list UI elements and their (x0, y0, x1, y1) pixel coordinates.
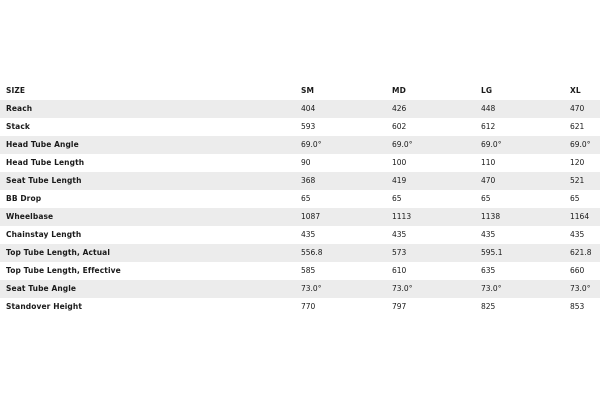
table-cell: 602 (392, 122, 407, 131)
table-cell: 73.0° (570, 284, 591, 293)
table-cell: 635 (481, 266, 496, 275)
row-label: Head Tube Length (6, 158, 85, 167)
table-row (0, 154, 600, 172)
table-cell: 770 (301, 302, 316, 311)
table-cell: 1138 (481, 212, 501, 221)
table-cell: 612 (481, 122, 496, 131)
table-cell: 621.8 (570, 248, 592, 257)
table-cell: 595.1 (481, 248, 503, 257)
row-label: Seat Tube Angle (6, 284, 77, 293)
table-row (0, 118, 600, 136)
table-cell: 610 (392, 266, 407, 275)
row-label: Seat Tube Length (6, 176, 82, 185)
table-cell: 1087 (301, 212, 321, 221)
table-cell: 660 (570, 266, 585, 275)
table-row (0, 100, 600, 118)
row-label: Reach (6, 104, 33, 113)
table-cell: 419 (392, 176, 407, 185)
table-cell: 825 (481, 302, 496, 311)
table-cell: 448 (481, 104, 496, 113)
table-cell: 73.0° (481, 284, 502, 293)
table-cell: 573 (392, 248, 407, 257)
table-cell: 470 (481, 176, 496, 185)
row-label: Standover Height (6, 302, 83, 311)
table-cell: 435 (570, 230, 585, 239)
table-cell: 435 (301, 230, 316, 239)
table-row (0, 298, 600, 316)
table-cell: 470 (570, 104, 585, 113)
table-cell: 1164 (570, 212, 590, 221)
table-cell: 521 (570, 176, 585, 185)
table-cell: 556.8 (301, 248, 323, 257)
table-row (0, 172, 600, 190)
column-header-lg: LG (481, 86, 493, 95)
table-row (0, 280, 600, 298)
table-cell: 69.0° (301, 140, 322, 149)
row-label: Head Tube Angle (6, 140, 79, 149)
row-label: Chainstay Length (6, 230, 82, 239)
geometry-table (0, 82, 600, 316)
table-cell: 120 (570, 158, 585, 167)
table-row (0, 136, 600, 154)
table-cell: 69.0° (481, 140, 502, 149)
column-header-size: SIZE (6, 86, 26, 95)
table-row (0, 190, 600, 208)
table-cell: 65 (392, 194, 402, 203)
table-row (0, 208, 600, 226)
table-cell: 797 (392, 302, 407, 311)
table-cell: 426 (392, 104, 407, 113)
table-cell: 73.0° (392, 284, 413, 293)
table-cell: 65 (481, 194, 491, 203)
table-row (0, 244, 600, 262)
table-cell: 435 (392, 230, 407, 239)
table-cell: 435 (481, 230, 496, 239)
table-cell: 65 (301, 194, 311, 203)
table-row (0, 226, 600, 244)
table-cell: 110 (481, 158, 496, 167)
column-header-md: MD (392, 86, 406, 95)
table-cell: 368 (301, 176, 316, 185)
table-cell: 90 (301, 158, 311, 167)
table-cell: 621 (570, 122, 585, 131)
row-label: Stack (6, 122, 30, 131)
table-cell: 69.0° (392, 140, 413, 149)
table-row (0, 262, 600, 280)
table-cell: 593 (301, 122, 316, 131)
row-label: Top Tube Length, Actual (6, 248, 111, 257)
row-label: Wheelbase (6, 212, 54, 221)
table-cell: 100 (392, 158, 407, 167)
table-cell: 853 (570, 302, 585, 311)
column-header-sm: SM (301, 86, 315, 95)
table-cell: 73.0° (301, 284, 322, 293)
table-cell: 69.0° (570, 140, 591, 149)
table-cell: 585 (301, 266, 316, 275)
row-label: BB Drop (6, 194, 42, 203)
table-cell: 404 (301, 104, 316, 113)
table-cell: 1113 (392, 212, 412, 221)
column-header-xl: XL (570, 86, 581, 95)
row-label: Top Tube Length, Effective (6, 266, 121, 275)
table-header-row (0, 82, 600, 100)
table-cell: 65 (570, 194, 580, 203)
